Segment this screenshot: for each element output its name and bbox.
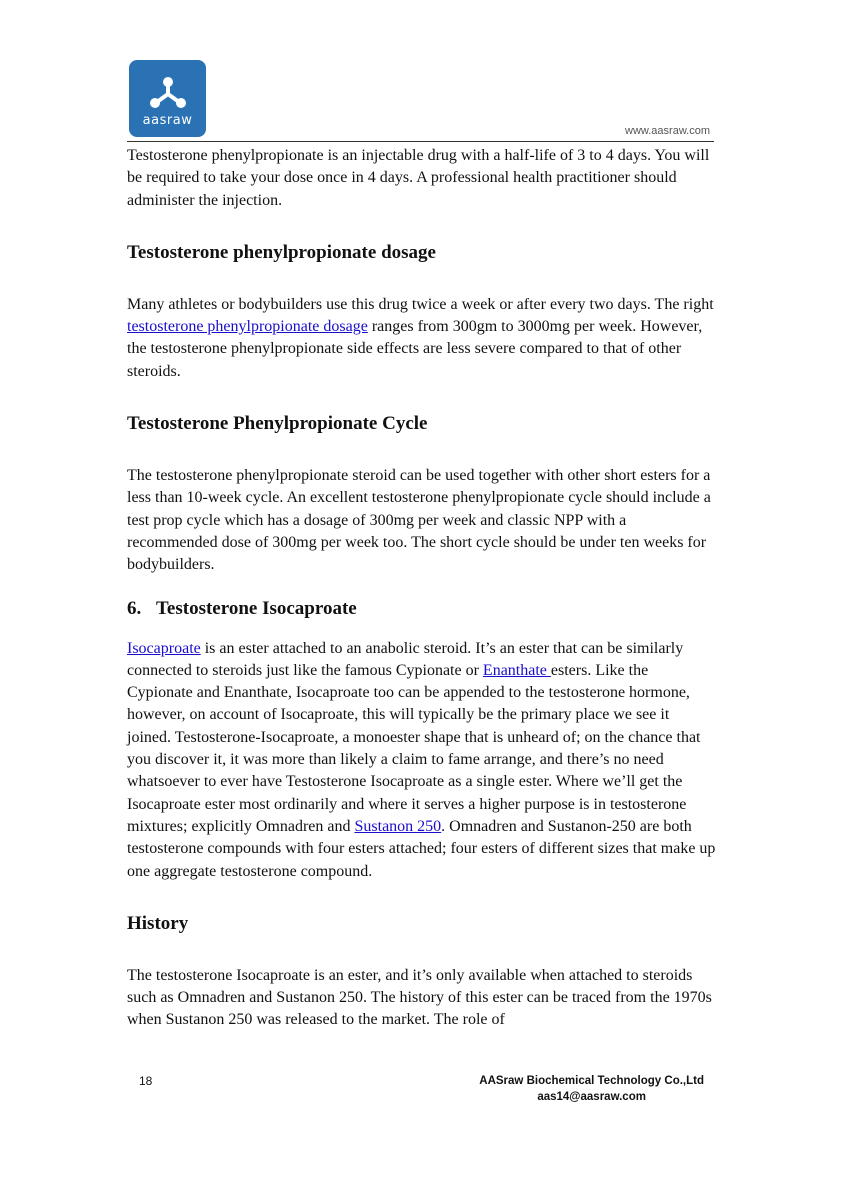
aasraw-logo [129,60,206,137]
isocaproate-link[interactable]: Isocaproate [127,639,201,657]
dosage-heading: Testosterone phenylpropionate dosage [127,241,436,263]
header-divider [127,141,714,142]
isocaproate-heading [127,597,717,621]
intro-paragraph: Testosterone phenylpropionate is an injectable drug with a half-life of 3 to 4 days. You will be required to take your dose once in 4 days. A professional health practitioner should administer the injection. [127,147,710,209]
dosage-text-end: ranges from 300gm to 3000mg per week. However, the testosterone phenylpropionate side effects are less severe compared to that of other steroids. [127,318,703,380]
enanthate-link[interactable]: Enanthate [482,661,551,679]
section-number: 6. [127,597,142,619]
isocaproate-text-2: esters. Like the Cypionate and Enanthate, Isocaproate too can be appended to the testosterone hormone, however, on account of Isocaproate, this will typically be the primary place we see it joined. Testosterone-Isocaproate, a monoester shape that is unheard of; on the chance that you discover it, it was more than likely a claim to fame arrange, and there’s no need whatsoever to ever have Testosterone Isocaproate as a single ester. Where we’ll get the Isocaproate ester most ordinarily and where it serves a higher purpose is in testosterone mixtures; explicitly Omnadren and [127,661,701,835]
isocaproate-heading-text: Testosterone Isocaproate [156,597,357,619]
company-name: AASraw Biochemical Technology Co.,Ltd [479,1075,704,1087]
cycle-heading: Testosterone Phenylpropionate Cycle [127,413,428,435]
site-url[interactable]: www.aasraw.com [625,125,710,137]
main-content [127,145,717,1032]
dosage-paragraph [127,294,717,383]
isocaproate-text-1: is an ester attached to an anabolic steroid. It’s an ester that can be similarly connected to steroids just like the famous Cypionate or [127,639,684,679]
dosage-text-start: Many athletes or bodybuilders use this drug twice a week or after every two days. The right [127,295,714,313]
dosage-link[interactable]: testosterone phenylpropionate dosage [127,318,368,336]
page-number: 18 [139,1074,153,1088]
logo-text: aasraw [142,113,193,128]
history-heading: History [127,912,189,934]
history-paragraph: The testosterone Isocaproate is an ester, and it’s only available when attached to steroids such as Omnadren and Sustanon 250. The history of this ester can be traced from the 1970s when Sustanon 250 was released to the market. The role of [127,966,712,1029]
footer-company-block [479,1073,704,1105]
isocaproate-paragraph [127,638,717,883]
cycle-paragraph: The testosterone phenylpropionate steroid can be used together with other short esters for a less than 10-week cycle. An excellent testosterone phenylpropionate cycle should include a test prop cycle which has a dosage of 300mg per week and classic NPP with a recommended dose of 300mg per week too. The short cycle should be under ten weeks for bodybuilders. [127,467,711,574]
company-email[interactable]: aas14@aasraw.com [537,1091,646,1103]
sustanon-link[interactable]: Sustanon 250 [354,817,442,835]
isocaproate-text-3: . Omnadren and Sustanon-250 are both testosterone compounds with four esters attached; four esters of different sizes that make up one aggregate testosterone compound. [127,817,716,880]
